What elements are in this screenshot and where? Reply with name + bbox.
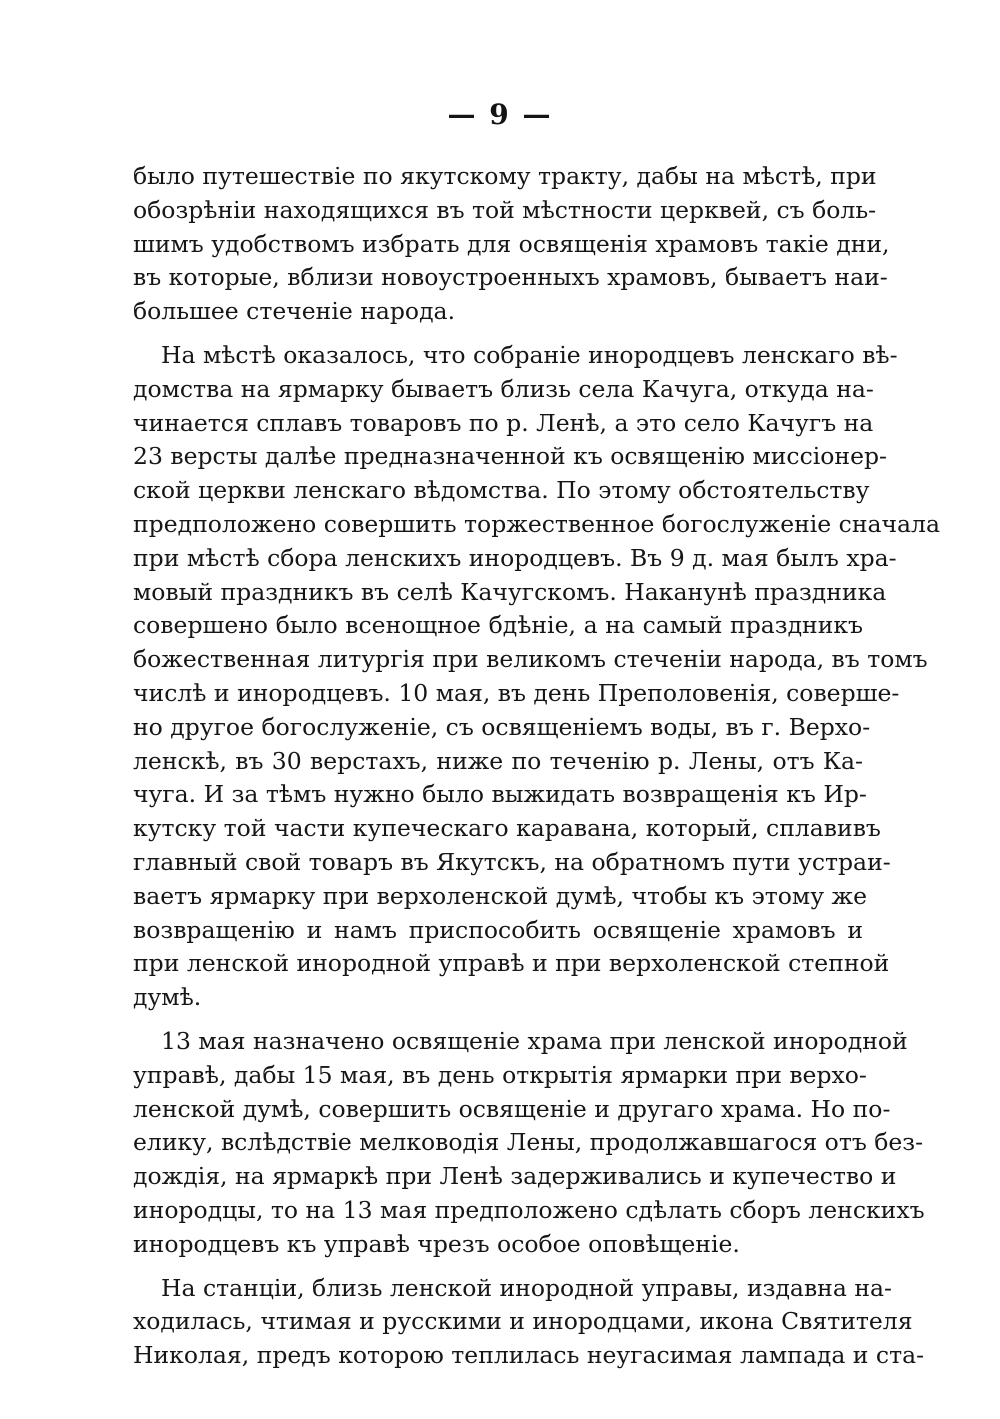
body-text xyxy=(133,160,940,1373)
text-line: предположено совершить торжественное богослуженіе сначала xyxy=(133,509,940,538)
paragraph-1 xyxy=(133,160,890,329)
text-line: при мѣстѣ сбора ленскихъ инородцевъ. Въ 9 д. мая былъ хра- xyxy=(133,543,897,572)
text-line: елику, вслѣдствіе мелководія Лены, продолжавшагося отъ без- xyxy=(133,1128,924,1157)
text-line: но другое богослуженіе, съ освященіемъ воды, въ г. Верхо- xyxy=(133,712,871,741)
text-line: было путешествіе по якутскому тракту, дабы на мѣстѣ, при xyxy=(133,162,877,190)
text-line: большее стеченіе народа. xyxy=(133,297,456,326)
page-number: — 9 — xyxy=(447,98,553,131)
text-line: числѣ и инородцевъ. 10 мая, въ день Преполовенія, соверше- xyxy=(133,678,900,707)
text-line: ходилась, чтимая и русскими и инородцами, икона Святителя xyxy=(133,1307,913,1336)
text-line: возвращенію и намъ приспособить освященіе храмовъ и xyxy=(133,915,863,944)
text-line: мовый праздникъ въ селѣ Качугскомъ. Наканунѣ праздника xyxy=(133,577,887,606)
text-line: На станціи, близь ленской инородной управы, издавна на- xyxy=(161,1273,892,1302)
text-line: инородцевъ къ управѣ чрезъ особое оповѣщеніе. xyxy=(133,1229,740,1258)
text-line: дождія, на ярмаркѣ при Ленѣ задерживались и купечество и xyxy=(133,1162,897,1191)
text-line: 13 мая назначено освященіе храма при ленской инородной xyxy=(161,1026,908,1055)
text-line: 23 версты далѣе предназначенной къ освященію миссіонер- xyxy=(133,442,887,471)
text-line: домства на ярмарку бываетъ близь села Качуга, откуда на- xyxy=(133,374,874,403)
text-line: инородцы, то на 13 мая предположено сдѣлать сборъ ленскихъ xyxy=(133,1195,925,1224)
text-line: ской церкви ленскаго вѣдомства. По этому обстоятельству xyxy=(133,476,870,505)
text-line: кутску той части купеческаго каравана, который, сплавивъ xyxy=(133,814,881,843)
text-line: Николая, предъ которою теплилась неугасимая лампада и ста- xyxy=(133,1341,925,1370)
text-line: главный свой товаръ въ Якутскъ, на обратномъ пути устраи- xyxy=(133,847,891,876)
paragraph-4 xyxy=(133,1272,925,1373)
text-line: думѣ. xyxy=(133,983,202,1012)
text-line: ваетъ ярмарку при верхоленской думѣ, чтобы къ этому же xyxy=(133,881,868,910)
text-line: На мѣстѣ оказалось, что собраніе инородцевъ ленскаго вѣ- xyxy=(161,340,898,369)
text-line: божественная литургія при великомъ стеченіи народа, въ томъ xyxy=(133,645,928,674)
text-line: ленской думѣ, совершить освященіе и другаго храма. Но по- xyxy=(133,1094,891,1123)
text-line: обозрѣніи находящихся въ той мѣстности церквей, съ боль- xyxy=(133,195,877,224)
text-line: управѣ, дабы 15 мая, въ день открытія ярмарки при верхо- xyxy=(133,1060,867,1089)
text-line: шимъ удобствомъ избрать для освященія храмовъ такіе дни, xyxy=(133,229,890,258)
text-line: ленскѣ, въ 30 верстахъ, ниже по теченію р. Лены, отъ Ка- xyxy=(133,746,863,775)
text-line: совершено было всенощное бдѣніе, а на самый праздникъ xyxy=(133,611,863,640)
text-line: чинается сплавъ товаровъ по р. Ленѣ, а это село Качугъ на xyxy=(133,408,874,437)
text-line: при ленской инородной управѣ и при верхоленской степной xyxy=(133,949,890,978)
paragraph-3 xyxy=(133,1025,925,1262)
text-line: въ которые, вблизи новоустроенныхъ храмовъ, бываетъ наи- xyxy=(133,263,888,292)
text-line: чуга. И за тѣмъ нужно было выжидать возвращенія къ Ир- xyxy=(133,780,867,809)
paragraph-2 xyxy=(133,339,940,1015)
